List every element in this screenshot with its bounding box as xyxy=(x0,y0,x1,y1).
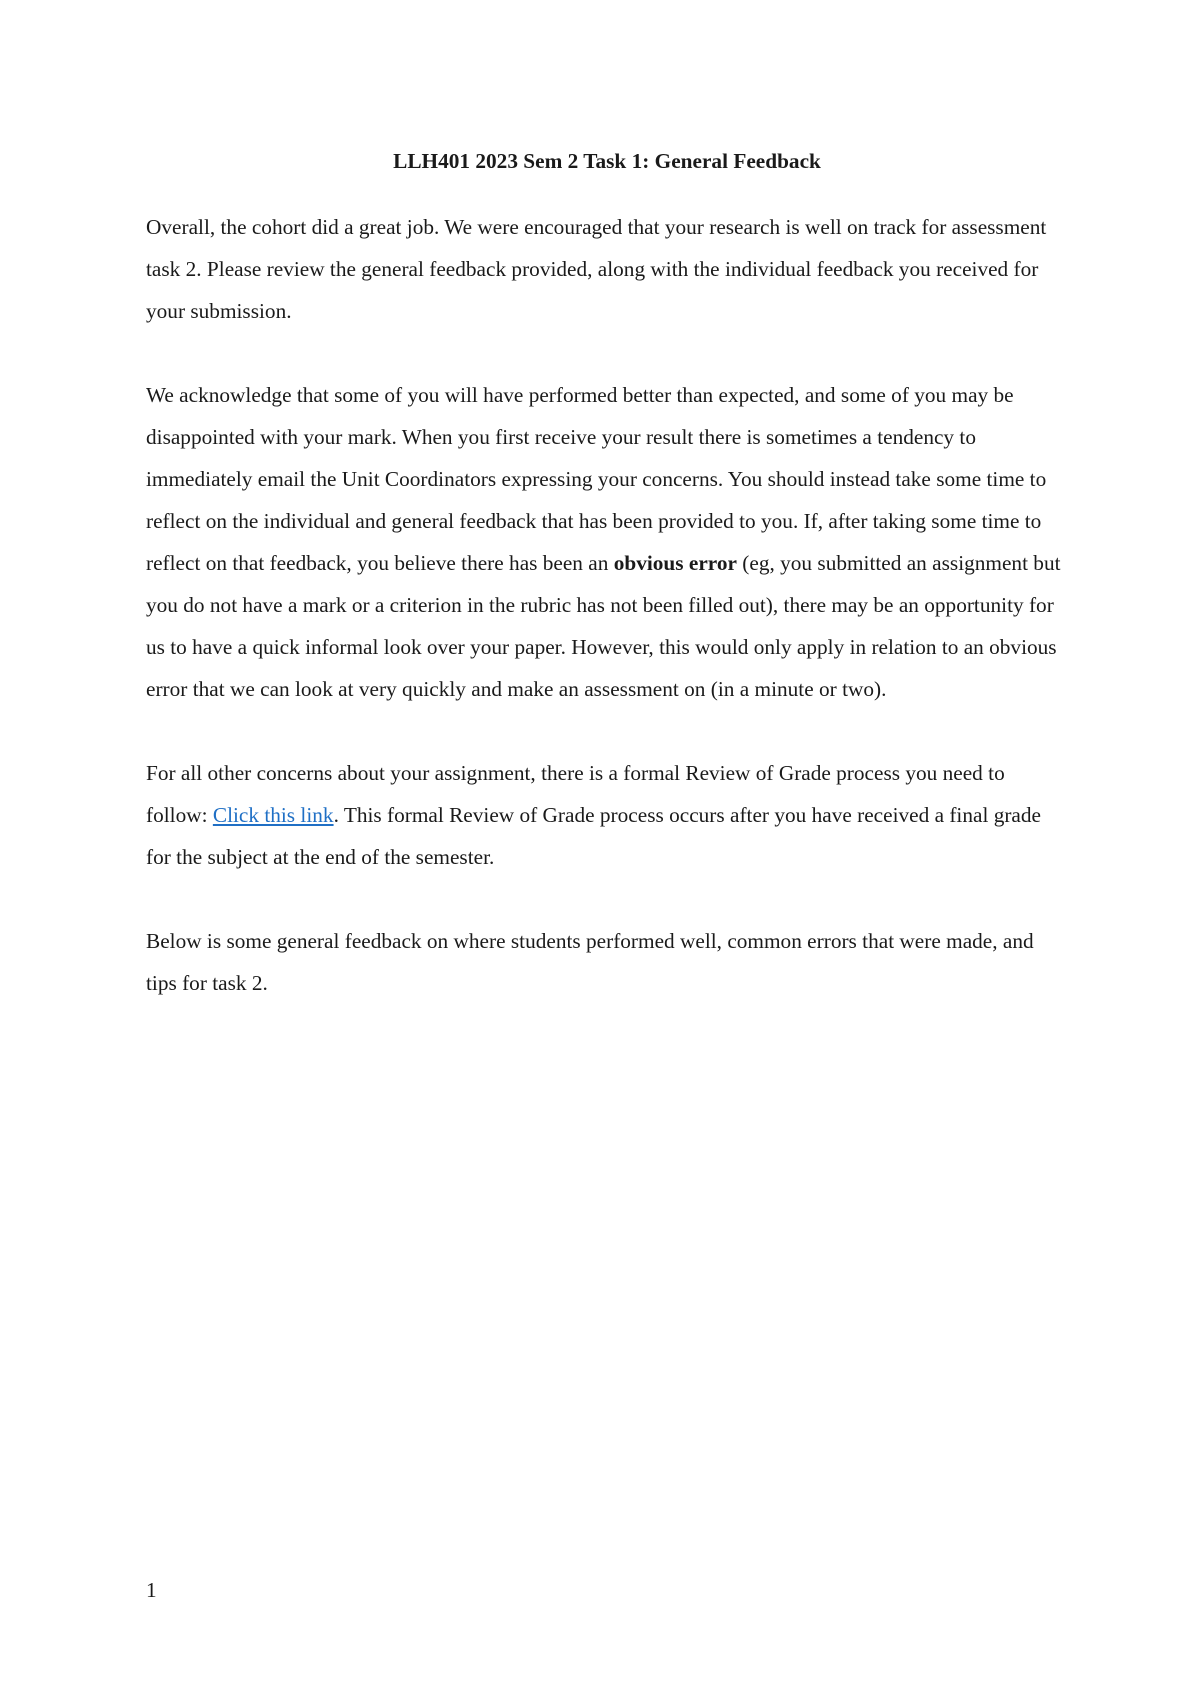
review-of-grade-link[interactable]: Click this link xyxy=(212,803,334,827)
paragraph-review-text-end: . This formal Review of Grade process occurs after you have received a final grade for the subject at the end of the semester. xyxy=(146,803,1041,869)
paragraph-overall-text: Overall, the cohort did a great job. We were encouraged that your research is well on track for assessment task 2. Please review the general feedback provided, along with the individual feedback you received for your submission. xyxy=(146,215,1047,323)
paragraph-general-feedback-intro xyxy=(146,920,1068,1004)
paragraph-overall xyxy=(146,206,1068,332)
page-number: 1 xyxy=(146,1578,157,1602)
paragraph-general-feedback-text: Below is some general feedback on where students performed well, common errors that were made, and tips for task 2. xyxy=(146,929,1034,995)
paragraph-acknowledge-text-end: (eg, you submitted an assignment but you do not have a mark or a criterion in the rubric has not been filled out), there may be an opportunity for us to have a quick informal look over your paper. However, this would only apply in relation to an obvious error that we can look at very quickly and make an assessment on (in a minute or two). xyxy=(146,551,1061,701)
document-body xyxy=(146,140,1068,1046)
paragraph-review-of-grade xyxy=(146,752,1068,878)
paragraph-review-text-start: For all other concerns about your assignment, there is a formal Review of Grade process you need to follow: xyxy=(146,761,1005,827)
paragraph-acknowledge-text-start: We acknowledge that some of you will have performed better than expected, and some of you may be disappointed with your mark. When you first receive your result there is sometimes a tendency to immediately email the Unit Coordinators expressing your concerns. You should instead take some time to reflect on the individual and general feedback that has been provided to you. If, after taking some time to reflect on that feedback, you believe there has been an xyxy=(146,383,1047,575)
obvious-error-emphasis: obvious error xyxy=(613,551,737,575)
paragraph-acknowledge xyxy=(146,374,1068,710)
document-title: LLH401 2023 Sem 2 Task 1: General Feedback xyxy=(393,149,821,173)
